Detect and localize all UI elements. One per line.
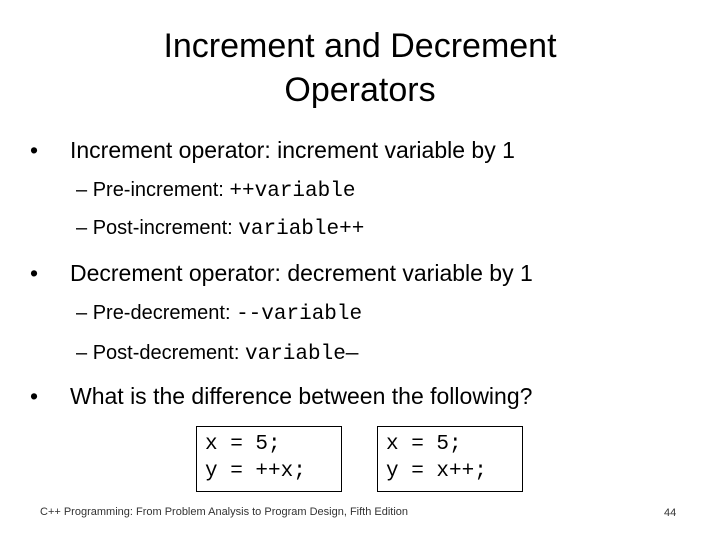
sub-code: variable—	[244, 343, 359, 366]
sub-pre-increment	[76, 176, 355, 206]
bullet-increment	[30, 135, 515, 165]
slide-title	[0, 24, 720, 112]
sub-dash: –	[76, 217, 93, 239]
code-line: x = 5;	[205, 433, 281, 456]
sub-dash: –	[76, 342, 93, 364]
bullet-text: Decrement operator: decrement variable by 1	[70, 260, 533, 286]
sub-code: ++variable	[229, 180, 356, 203]
code-line: x = 5;	[386, 433, 462, 456]
bullet-question	[30, 381, 532, 411]
slide-footer: C++ Programming: From Problem Analysis to Program Design, Fifth Edition	[40, 506, 409, 518]
sub-code: --variable	[236, 303, 363, 326]
code-line: y = ++x;	[205, 460, 306, 483]
bullet-marker: •	[30, 260, 39, 286]
sub-code: variable++	[238, 218, 365, 241]
title-line-2: Operators	[284, 71, 436, 109]
sub-post-increment	[76, 214, 364, 244]
sub-label: Pre-increment:	[92, 179, 230, 201]
title-line-1: Increment and Decrement	[163, 27, 557, 65]
bullet-text: Increment operator: increment variable by 1	[70, 137, 515, 163]
bullet-decrement	[30, 258, 533, 288]
sub-label: Pre-decrement:	[92, 302, 237, 324]
bullet-text: What is the difference between the following?	[70, 383, 533, 409]
sub-pre-decrement	[76, 299, 362, 329]
sub-label: Post-decrement:	[92, 342, 245, 364]
sub-dash: –	[76, 179, 93, 201]
sub-label: Post-increment:	[92, 217, 239, 239]
sub-post-decrement	[76, 339, 358, 369]
sub-dash: –	[76, 302, 93, 324]
code-box-post-increment	[377, 426, 523, 492]
code-line: y = x++;	[386, 460, 487, 483]
page-number: 44	[664, 507, 677, 519]
bullet-marker: •	[30, 137, 39, 163]
bullet-marker: •	[30, 383, 39, 409]
code-box-pre-increment	[196, 426, 342, 492]
